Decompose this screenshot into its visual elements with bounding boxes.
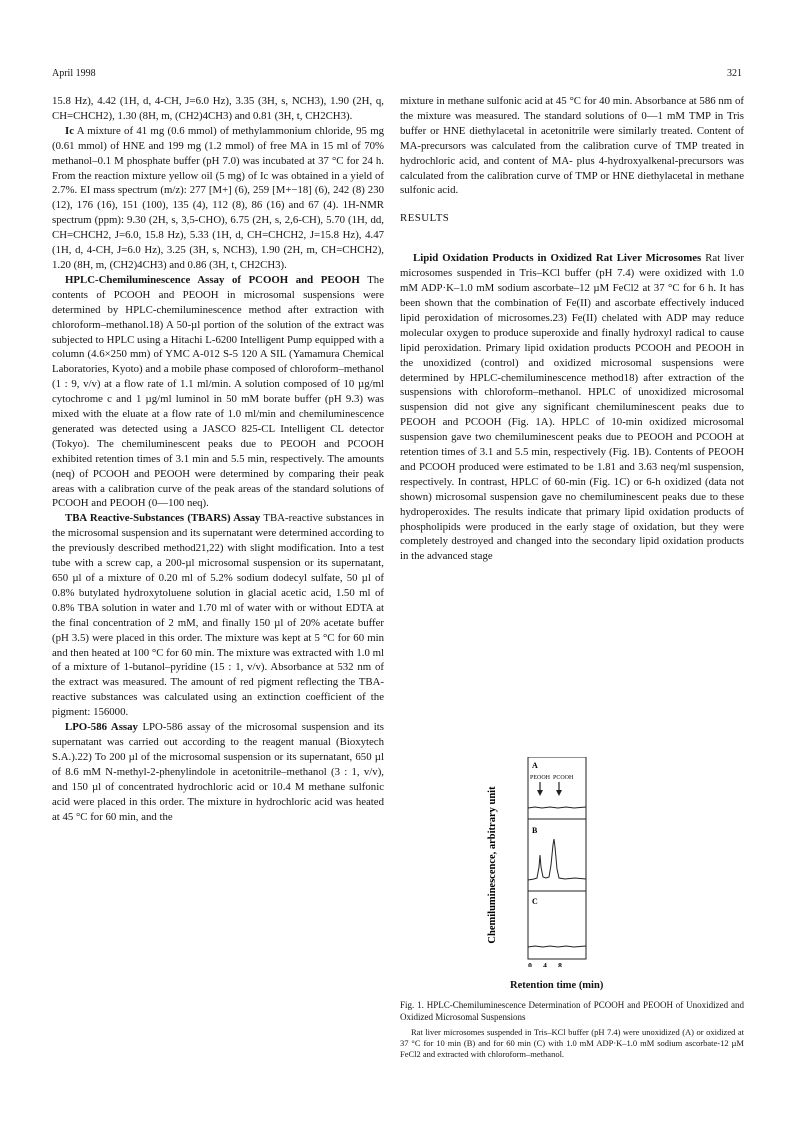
peak-arrows (537, 782, 562, 796)
tbars-paragraph (52, 511, 384, 720)
x-tick-8: 8 (558, 961, 562, 967)
lipid-oxidation-text: Rat liver microsomes suspended in Tris–KCl buffer (pH 7.4) were oxidized with 1.0 mM ADP·K–1.0 mM sodium ascorbate–12 µM FeCl2 at 37 °C for 6 h. It has been shown that the combination of Fe(II) and ascorbate effectively induced lipid peroxidation of microsomes.23) Fe(II) chelated with ADP may reduce molecular oxygen to produce superoxide and finally hydroxyl radical to cause lipid peroxidation. Primary lipid oxidation products PCOOH and PEOOH in the unoxidized (control) and oxidized microsomal suspensions were determined by HPLC-chemiluminescence method18) after extraction of the suspensions with chloroform–methanol. HPLC of unoxidized microsomal suspension did not give any significant chemiluminescent peaks due to PEOOH and PCOOH (Fig. 1A). HPLC of 10-min oxidized microsomal suspension gave two chemiluminescent peaks due to PEOOH and PCOOH at retention times of 3.1 and 5.5 min, respectively (Fig. 1B). Contents of PEOOH and PCOOH produced were estimated to be 1.81 and 3.63 neq/ml suspension, respectively. In contrast, HPLC of 60-min (Fig. 1C) or 6-h oxidized (data not shown) microsomal suspension gave no chemiluminescent peaks due to these hydroperoxides. The results indicate that primary lipid oxidation products of phospholipids were produced in the early stage of oxidation, but they were completely destroyed and changed into the secondary lipid oxidation products in the advanced stage (400, 252, 745, 563)
right-column (400, 94, 744, 564)
peak-label-pcooh: PCOOH (553, 775, 574, 781)
trace-a (528, 807, 586, 808)
figure-1 (460, 757, 600, 967)
y-axis-label: Chemiluminescence, arbitrary unit (487, 786, 498, 944)
panel-c-label: C (532, 897, 538, 906)
lipid-oxidation-heading: Lipid Oxidation Products in Oxidized Rat Liver Microsomes (413, 252, 702, 265)
nmr-continuation: 15.8 Hz), 4.42 (1H, d, 4-CH, J=6.0 Hz), 3.35 (3H, s, NCH3), 1.90 (2H, q, CH=CHCH2), 1.30 (8H, m, (CH2)4CH3) and 0.81 (3H, t, CH2CH3). (52, 95, 384, 122)
running-header-date: April 1998 (52, 68, 96, 79)
lpo-paragraph (52, 720, 384, 824)
tbars-heading: TBA Reactive-Substances (TBARS) Assay (65, 512, 261, 525)
panel-a-label: A (532, 761, 538, 770)
peak-label-peooh: PEOOH (530, 775, 551, 781)
results-heading: RESULTS (400, 212, 450, 225)
trace-c (528, 946, 586, 947)
lpo-heading: LPO-586 Assay (65, 721, 138, 734)
x-axis-label: Retention time (min) (510, 980, 604, 991)
hplc-heading: HPLC-Chemiluminescence Assay of PCOOH and PEOOH (65, 273, 360, 286)
chromatogram-figure (460, 757, 600, 967)
page-number: 321 (727, 68, 742, 79)
lpo-text: LPO-586 assay of the microsomal suspension and its supernatant was carried out according to the reagent manual (Bioxytech S.A.).22) To 200 µl of the microsomal suspension or its supernatant, 650 µl of 8.6 mM N-methyl-2-phenylindole in acetonitrile–methanol (3 : 1, v/v), and 150 µl of concentrated hydrochloric acid or 10.4 M methane sulfonic acid were placed in this order. The mixture in hydrochloric acid was heated at 45 °C for 60 min, and the (52, 721, 384, 823)
panel-b-label: B (532, 826, 538, 835)
tbars-text: TBA-reactive substances in the microsomal suspension and its supernatant were determined according to the previously described method21,22) with slight modification. Into a test tube with a screw cap, a 200-µl microsomal suspension or its supernatant, 650 µl of a mixture of 0.20 ml of 5.2% sodium dodecyl sulfate, 50 µl of 0.8% butylated hydroxytoluene solution in glacial acetic acid, 1.50 ml of 0.8% TBA solution in water and 1.70 ml of water with or without EDTA at the final concentration of 2 mM, and finally 150 µl of 20% acetate buffer (pH 3.5) were placed in this order. The mixture was kept at 5 °C for 60 min and then heated at 100 °C for 60 min. The mixture was extracted with 1.0 ml of a mixture of 1-butanol–pyridine (15 : 1, v/v). Absorbance at 532 nm of the extract was measured. The amount of red pigment reflecting the TBA-reactive substances was calculated using an extinction coefficient of the pigment: 156000. (52, 512, 384, 719)
compound-ic-heading: Ic (65, 124, 74, 137)
x-tick-4: 4 (543, 961, 547, 967)
caption-body: Rat liver microsomes suspended in Tris–KCl buffer (pH 7.4) were unoxidized (A) or oxidized at 37 °C for 10 min (B) and for 60 min (C) with 1.0 mM ADP·K–1.0 mM sodium ascorbate-12 µM FeCl2 and extracted with chloroform–methanol. (400, 1027, 744, 1059)
caption-title: Fig. 1. HPLC-Chemiluminescence Determination of PCOOH and PEOOH of Unoxidized and Oxidized Microsomal Suspensions (400, 1000, 744, 1022)
x-tick-0: 0 (528, 961, 532, 967)
lipid-oxidation-paragraph (400, 251, 744, 564)
left-column (52, 94, 384, 824)
compound-ic-paragraph (52, 124, 384, 273)
compound-ic-text: A mixture of 41 mg (0.6 mmol) of methylammonium chloride, 95 mg (0.61 mmol) of HNE and 199 mg (1.2 mmol) of free MA in 15 ml of 70% methanol–0.1 M phosphate buffer (pH 7.0) was incubated at 37 °C for 24 h. From the reaction mixture yellow oil (5 mg) of Ic was obtained in a yield of 2.7%. EI mass spectrum (m/z): 277 [M+] (6), 259 [M+−18] (6), 242 (8) 230 (12), 176 (16), 151 (100), 135 (4), 112 (8), 86 (16) and 67 (4). 1H-NMR spectrum (ppm): 9.30 (2H, s, 3,5-CHO), 6.75 (2H, s, 2,6-CH), 5.70 (1H, dd, CH=CHCH2, J=6.0, 15.8 Hz), 5.33 (1H, d, CH=CHCH2, J=15.8 Hz), 4.47 (1H, d, 4-CH, J=6.0 Hz), 3.25 (3H, s, NCH3), 1.90 (2H, m, CH=CHCH2), 1.20 (8H, m, (CH2)4CH3) and 0.86 (3H, t, CH2CH3). (52, 124, 384, 271)
hplc-text: The contents of PCOOH and PEOOH in microsomal suspensions were determined by HPLC-chemiluminescence method after extraction with chloroform–methanol.18) A 50-µl portion of the solution of the extract was subjected to HPLC using a Hitachi L-6200 Intelligent Pump equipped with a column (4.6×250 mm) of YMC A-012 S-5 120 A SIL (Yamamura Chemical Laboratories, Kyoto) and a mobile phase composed of chloroform–methanol (1 : 9, v/v) at a flow rate of 1.1 ml/min. A solution composed of 10 µg/ml cytochrome c and 1 µg/ml luminol in 50 mM borate buffer (pH 9.3) was mixed with the eluate at a flow rate of 1.0 ml/min and chemiluminescence generated was detected using a JASCO 825-CL Intelligent CL detector (Tokyo). The chemiluminescent peaks due to PEOOH and PCOOH exhibited retention times of 3.1 min and 5.5 min, respectively. The amounts (neq) of PCOOH and PEOOH were determined by comparing their peak areas with a calibration curve of the peak areas of the standard solutions of PCOOH and PEOOH (0—100 neq). (52, 273, 384, 510)
figure-caption (400, 999, 744, 1060)
trace-b (528, 839, 586, 880)
hplc-paragraph (52, 273, 384, 512)
lpo-continuation: mixture in methane sulfonic acid at 45 °C for 40 min. Absorbance at 586 nm of the mixture was measured. The standard solutions of 0—1 mM TMP in Tris buffer or HNE diethylacetal in acetonitrile were similarly treated. Content of MA-precursors was calculated from the calibration curve of TMP treated in hydrochloric acid, and content of MA- plus 4-hydroxyalkenal-precursors was calculated from the calibration curve of TMP or HNE diethylacetal in methane sulfonic acid. (400, 95, 744, 197)
